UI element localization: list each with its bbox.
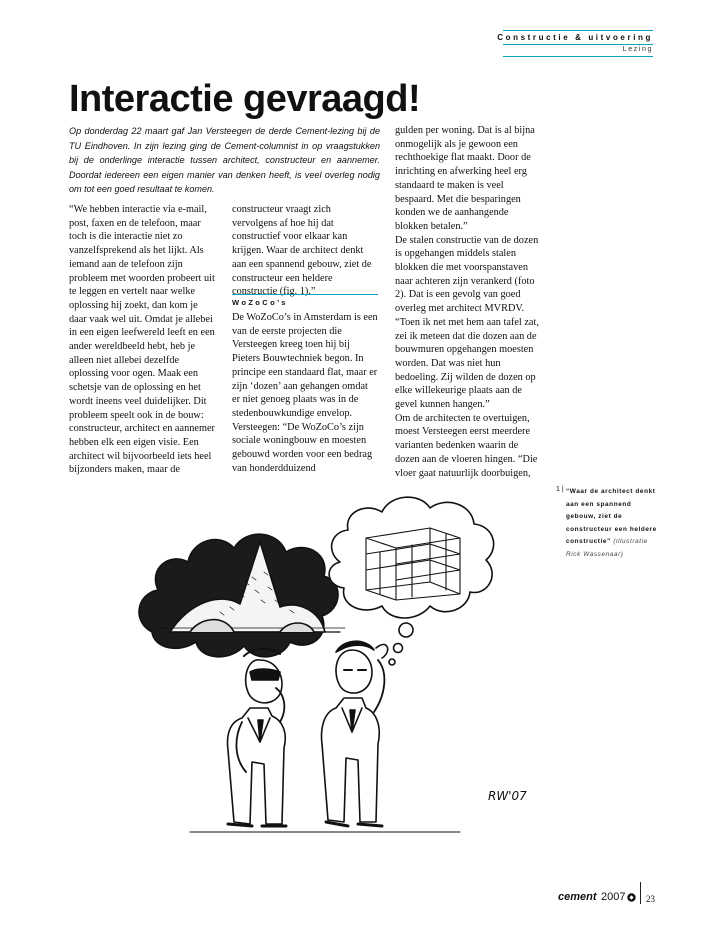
body-paragraph: constructeur vraagt zich vervolgens af hoe hij dat constructief voor elkaar kan krijgen. Waar de architect denkt aan een spannend gebouw, ziet de constructeur een heldere constructie (fig. 1).” <box>232 204 372 298</box>
header-rule-middle <box>503 44 653 45</box>
brand-logo-icon <box>627 893 636 902</box>
article-intro: Op donderdag 22 maart gaf Jan Versteegen de derde Cement-lezing bij de TU Eindhoven. In zijn lezing ging de Cement-columnist in op vraagstukken bij de onderlinge interactie tussen architect, constructeur en aannemer. Doordat iedereen een eigen manier van denken heeft, is veel overleg nodig om tot een goed resultaat te komen. <box>69 126 380 194</box>
header-rule-top <box>503 30 653 31</box>
subheading-wozoco: WoZoCo’s <box>232 298 288 307</box>
page-number: 23 <box>646 894 655 904</box>
column-3 <box>395 124 542 480</box>
caption-text: “Waar de architect denkt aan een spannend gebouw, ziet de constructeur een heldere constructie” <box>566 488 657 546</box>
body-paragraph: gulden per woning. Dat is al bijna onmogelijk als je gewoon een rechthoekige flat maakt. Door de inrichting en afwerking heel erg standaard te maken is veel bespaard. Met die besparingen konden we de aanhangende blokken betalen.” <box>395 125 535 232</box>
subheading-rule <box>232 294 378 295</box>
footer-year: 2007 <box>601 891 626 903</box>
header-rule-bottom <box>503 56 653 57</box>
body-paragraph: De stalen constructie van de dozen is opgehangen middels stalen blokken die met voorspanstaven naar achteren zijn verankerd (foto 2). Dat is een gevolg van goed overleg met architect MVRDV. “Toen ik net met hem aan tafel zat, zei ik meteen dat die dozen aan de bouwmuren opgehangen moesten worden. Dat was niet hun bedoeling. Zij wilden de dozen op elke willekeurige plaats aan de gevel kunnen hangen.” <box>395 234 539 411</box>
footer-divider <box>640 882 641 904</box>
figure-number: 1 | <box>556 486 564 493</box>
article-title: Interactie gevraagd! <box>69 78 421 120</box>
caption-credit: (illustratie Rick Wassenaar) <box>566 538 648 558</box>
figure-caption <box>566 486 662 562</box>
section-label: Constructie & uitvoering <box>497 33 653 42</box>
wozoco-section <box>232 311 378 475</box>
footer-brand: cement <box>558 891 597 903</box>
body-paragraph: De WoZoCo’s in Amsterdam is een van de eerste projecten die Versteegen kreeg toen hij bij Pieters Bouwtechniek begon. In principe een standaard flat, maar er zijn ‘dozen’ aan gehangen omdat er niet genoeg plaats was in de stedenbouwkundige envelop. Versteegen: “De WoZoCo’s zijn sociale woningbouw en moesten gebouwd worden voor een bedrag van honderdduizend <box>232 312 378 474</box>
column-2 <box>232 203 378 299</box>
column-1 <box>69 203 215 477</box>
cartoon-illustration <box>130 482 540 842</box>
artist-signature: RW'07 <box>488 789 527 803</box>
body-paragraph: Om de architecten te overtuigen, moest Versteegen eerst meerdere varianten bedenken waarin de dozen aan de vloeren hingen. “Die vloer gaat natuurlijk doorbuigen, <box>395 412 538 479</box>
body-paragraph: “We hebben interactie via e-mail, post, faxen en de telefoon, maar toch is die interactie niet zo vanzelfsprekend als het lijkt. Als iemand aan de telefoon zijn probleem met woorden probeert uit te leggen en vertelt naar welke oplossing hij zoekt, dan kom je daar vaak wel uit. Omdat je allebei in een eigen leefwereld leeft en een ander wereldbeeld hebt, heb je alleen niet allebei dezelfde oplossing voor ogen. Maak een schetsje van de oplossing en het wordt ineens veel duidelijker. Dit probleem speelt ook in de bouw: constructeur, architect en aannemer hebben elk een eigen visie. Een architect wil bijvoorbeeld iets heel bijzonders maken, maar de <box>69 204 215 476</box>
subsection-label: Lezing <box>622 46 653 53</box>
